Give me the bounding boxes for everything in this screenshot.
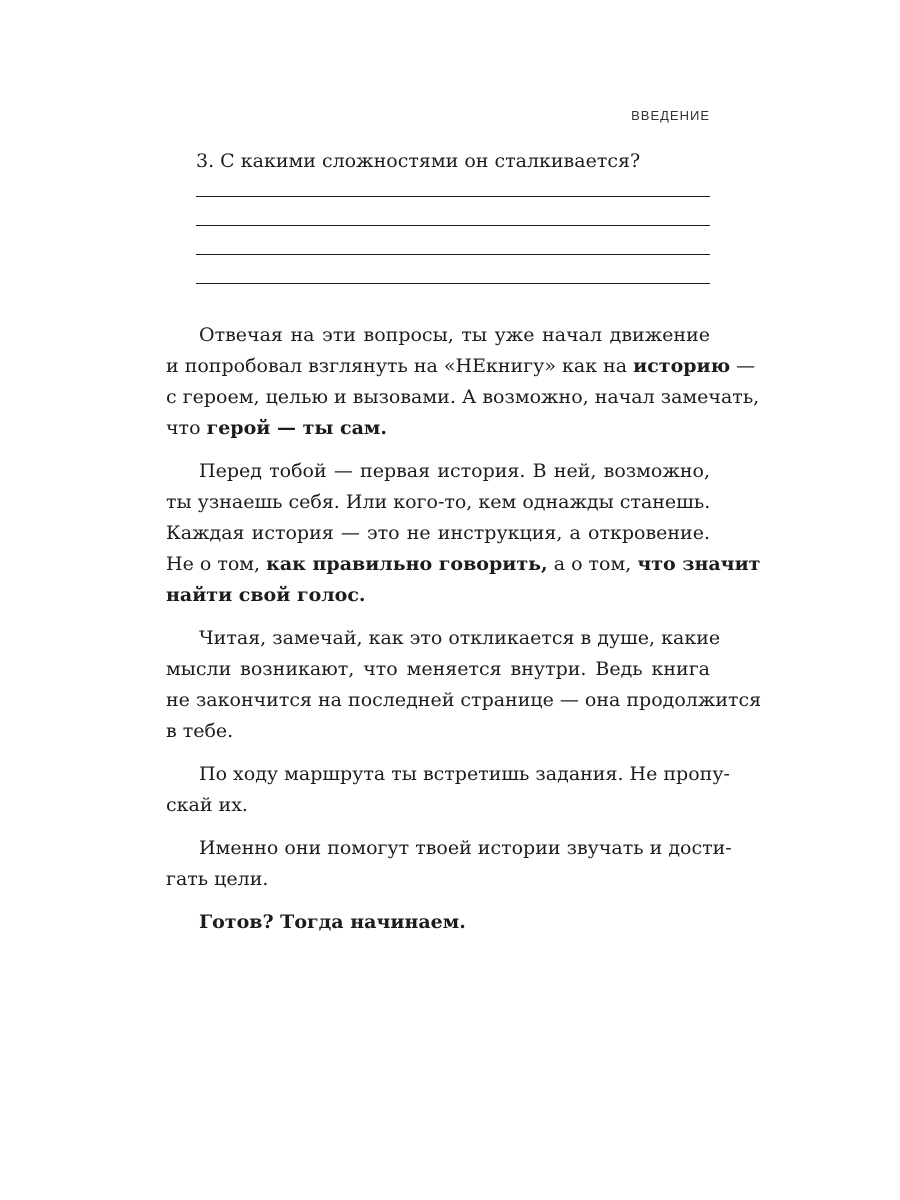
text-line: [166, 549, 761, 580]
paragraph-3: [166, 623, 762, 747]
text-line: гать цели.: [166, 868, 269, 890]
paragraph-2: [166, 456, 761, 611]
answer-line: [196, 225, 710, 226]
text-run: а о том,: [547, 553, 638, 575]
bold-text: герой — ты сам.: [206, 417, 388, 439]
text-line: найти свой голос.: [166, 584, 366, 606]
paragraph-4: [166, 759, 730, 821]
text-line: с героем, целью и вызовами. А возможно, начал замечать,: [166, 386, 760, 408]
text-run: Не о том,: [166, 553, 267, 575]
text-run: что: [166, 417, 207, 439]
bold-text: историю: [633, 355, 731, 377]
running-head: ВВЕДЕНИЕ: [631, 108, 710, 123]
text-run: и попробовал взглянуть на «НЕкнигу» как на: [166, 355, 634, 377]
text-line: По ходу маршрута ты встретишь задания. Не пропу-: [199, 763, 730, 785]
body-text: [166, 320, 762, 950]
answer-line: [196, 196, 710, 197]
answer-line: [196, 254, 710, 255]
text-line: [166, 351, 756, 382]
text-line: не закончится на последней странице — она продолжится: [166, 689, 762, 711]
text-line: Именно они помогут твоей истории звучать и дости-: [199, 837, 732, 859]
paragraph-5: [166, 833, 732, 895]
text-line: скай их.: [166, 794, 248, 816]
text-line: ты узнаешь себя. Или кого-то, кем однажды станешь.: [166, 491, 711, 513]
text-run: —: [730, 355, 756, 377]
answer-line: [196, 283, 710, 284]
text-line: мысли возникают, что меняется внутри. Ведь книга: [166, 658, 710, 680]
answer-lines: [196, 196, 710, 312]
bold-text: что значит: [637, 553, 761, 575]
question-3: 3. С какими сложностями он сталкивается?: [196, 150, 641, 172]
text-line: [166, 413, 710, 444]
bold-text: как правильно говорить,: [266, 553, 548, 575]
text-line: в тебе.: [166, 720, 234, 742]
text-line: Готов? Тогда начинаем.: [199, 911, 466, 933]
text-line: Отвечая на эти вопросы, ты уже начал движение: [199, 324, 710, 346]
text-line: Каждая история — это не инструкция, а откровение.: [166, 522, 710, 544]
paragraph-1: [166, 320, 760, 444]
text-line: Читая, замечай, как это откликается в душе, какие: [199, 627, 721, 649]
text-line: Перед тобой — первая история. В ней, возможно,: [199, 460, 710, 482]
paragraph-6: [166, 907, 710, 938]
